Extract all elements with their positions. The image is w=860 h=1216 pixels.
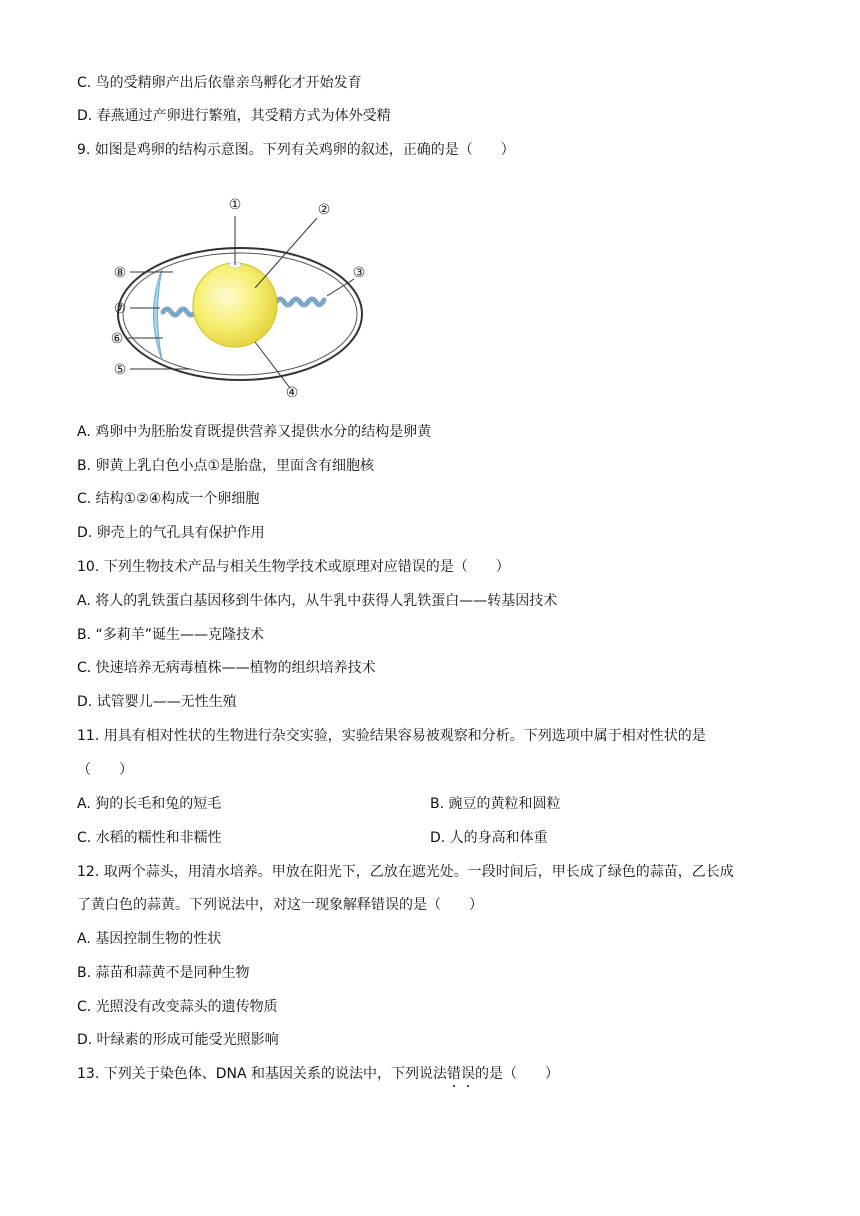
q12-option-c: C. 光照没有改变蒜头的遗传物质 bbox=[77, 999, 278, 1015]
label-8: ⑧ bbox=[113, 265, 127, 281]
q11-stem: 11. 用具有相对性状的生物进行杂交实验，实验结果容易被观察和分析。下列选项中属于相对性状的是 bbox=[77, 728, 706, 744]
q9-option-b: B. 卵黄上乳白色小点①是胎盘，里面含有细胞核 bbox=[77, 458, 375, 474]
label-1: ① bbox=[228, 197, 242, 213]
chalaza-right bbox=[276, 299, 324, 305]
q11-option-d: D. 人的身高和体重 bbox=[430, 830, 548, 846]
q10-option-c: C. 快速培养无病毒植株——植物的组织培养技术 bbox=[77, 660, 376, 676]
label-5: ⑤ bbox=[113, 362, 127, 378]
q11-option-a: A. 狗的长毛和兔的短毛 bbox=[77, 796, 222, 812]
q11-option-b: B. 豌豆的黄粒和圆粒 bbox=[430, 796, 561, 812]
q9-stem: 9. 如图是鸡卵的结构示意图。下列有关鸡卵的叙述，正确的是（ ） bbox=[77, 142, 515, 158]
q13-stem-text: 13. 下列关于染色体、DNA 和基因关系的说法中，下列说法 bbox=[77, 1066, 447, 1082]
q10-option-a: A. 将人的乳铁蛋白基因移到牛体内，从牛乳中获得人乳铁蛋白——转基因技术 bbox=[77, 593, 558, 609]
label-4: ④ bbox=[285, 385, 299, 401]
label-3: ③ bbox=[352, 265, 366, 281]
q10-option-b: B. “多莉羊”诞生——克隆技术 bbox=[77, 627, 265, 643]
label-2: ② bbox=[317, 202, 331, 218]
q13-emphasis-1: 错 bbox=[447, 1066, 461, 1082]
q9-option-a: A. 鸡卵中为胚胎发育既提供营养又提供水分的结构是卵黄 bbox=[77, 424, 432, 440]
q10-option-d: D. 试管婴儿——无性生殖 bbox=[77, 694, 237, 710]
q8-option-d: D. 春燕通过产卵进行繁殖，其受精方式为体外受精 bbox=[77, 108, 391, 124]
q13-emphasis-2: 误 bbox=[461, 1066, 475, 1082]
egg-structure-diagram bbox=[105, 190, 375, 405]
label-7: ⑦ bbox=[113, 301, 127, 317]
air-cell bbox=[154, 269, 163, 360]
label-6: ⑥ bbox=[110, 331, 124, 347]
q12-option-d: D. 叶绿素的形成可能受光照影响 bbox=[77, 1032, 279, 1048]
q9-option-d: D. 卵壳上的气孔具有保护作用 bbox=[77, 525, 265, 541]
q12-stem: 12. 取两个蒜头，用清水培养。甲放在阳光下，乙放在遮光处。一段时间后，甲长成了绿色的蒜苗，乙长成 bbox=[77, 864, 734, 880]
q9-option-c: C. 结构①②④构成一个卵细胞 bbox=[77, 491, 260, 507]
q12-stem-line2: 了黄白色的蒜黄。下列说法中，对这一现象解释错误的是（ ） bbox=[77, 897, 483, 913]
q12-option-a: A. 基因控制生物的性状 bbox=[77, 931, 222, 947]
q11-stem-bracket: （ ） bbox=[77, 762, 133, 778]
q8-option-c: C. 鸟的受精卵产出后依靠亲鸟孵化才开始发育 bbox=[77, 75, 362, 91]
q10-stem: 10. 下列生物技术产品与相关生物学技术或原理对应错误的是（ ） bbox=[77, 559, 510, 575]
yolk bbox=[193, 263, 277, 347]
q12-option-b: B. 蒜苗和蒜黄不是同种生物 bbox=[77, 965, 250, 981]
q13-stem bbox=[77, 1064, 559, 1084]
q11-option-c: C. 水稻的糯性和非糯性 bbox=[77, 830, 222, 846]
q13-stem-tail: 的是（ ） bbox=[475, 1066, 559, 1082]
